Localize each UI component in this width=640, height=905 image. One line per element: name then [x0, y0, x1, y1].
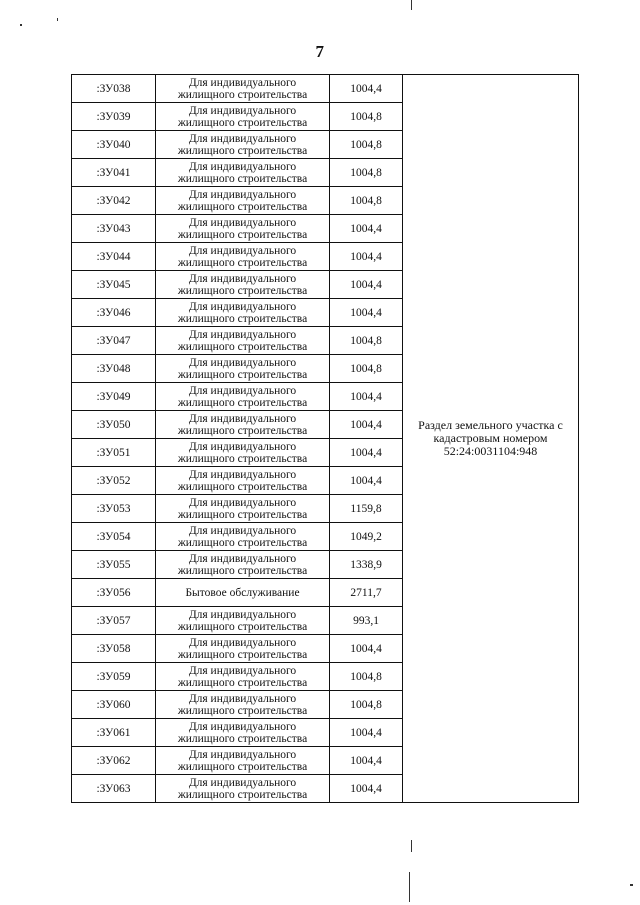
permitted-use-line: Для индивидуального [188, 496, 297, 509]
page-number: 7 [315, 42, 325, 61]
scan-tick [411, 840, 412, 852]
permitted-use-line: жилищного строительства [177, 452, 308, 465]
permitted-use-line: жилищного строительства [177, 424, 308, 437]
permitted-use-line: Для индивидуального [188, 244, 297, 257]
area-cell: 1004,8 [330, 663, 403, 691]
permitted-use-cell [156, 75, 330, 103]
permitted-use-line: жилищного строительства [177, 480, 308, 493]
permitted-use-line: жилищного строительства [177, 340, 308, 353]
permitted-use-cell [156, 327, 330, 355]
area-cell: 1159,8 [330, 495, 403, 523]
permitted-use-cell [156, 579, 330, 607]
permitted-use-line: Бытовое обслуживание [185, 586, 300, 599]
formation-method-line: Раздел земельного участка с [418, 418, 563, 432]
parcel-number-cell: :ЗУ045 [72, 271, 156, 299]
parcels-table-body [72, 75, 579, 803]
permitted-use-line: Для индивидуального [188, 776, 297, 789]
permitted-use-cell [156, 383, 330, 411]
permitted-use-line: Для индивидуального [188, 356, 297, 369]
permitted-use-line: жилищного строительства [177, 256, 308, 269]
area-cell: 1004,4 [330, 243, 403, 271]
area-cell: 1004,4 [330, 439, 403, 467]
permitted-use-line: Для индивидуального [188, 692, 297, 705]
scan-tick [409, 872, 410, 902]
parcels-table [71, 74, 579, 803]
permitted-use-line: Для индивидуального [188, 272, 297, 285]
parcel-number-cell: :ЗУ058 [72, 635, 156, 663]
permitted-use-line: жилищного строительства [177, 312, 308, 325]
formation-method-line: 52:24:0031104:948 [443, 444, 538, 458]
area-cell: 1004,4 [330, 299, 403, 327]
area-cell: 1004,4 [330, 411, 403, 439]
permitted-use-cell [156, 691, 330, 719]
parcel-number-cell: :ЗУ041 [72, 159, 156, 187]
permitted-use-cell [156, 523, 330, 551]
formation-method-cell [403, 75, 579, 803]
area-cell: 1049,2 [330, 523, 403, 551]
parcel-number-cell: :ЗУ050 [72, 411, 156, 439]
permitted-use-line: Для индивидуального [188, 468, 297, 481]
area-cell: 1004,4 [330, 775, 403, 803]
scan-speck [57, 18, 58, 21]
parcel-number-cell: :ЗУ055 [72, 551, 156, 579]
permitted-use-line: жилищного строительства [177, 228, 308, 241]
parcel-number-cell: :ЗУ039 [72, 103, 156, 131]
permitted-use-cell [156, 159, 330, 187]
permitted-use-line: жилищного строительства [177, 536, 308, 549]
permitted-use-cell [156, 411, 330, 439]
parcel-number-cell: :ЗУ048 [72, 355, 156, 383]
permitted-use-line: Для индивидуального [188, 748, 297, 761]
permitted-use-line: жилищного строительства [177, 788, 308, 801]
permitted-use-cell [156, 635, 330, 663]
permitted-use-line: жилищного строительства [177, 508, 308, 521]
permitted-use-cell [156, 215, 330, 243]
area-cell: 1004,4 [330, 383, 403, 411]
area-cell: 1004,4 [330, 719, 403, 747]
permitted-use-cell [156, 607, 330, 635]
area-cell: 1004,8 [330, 103, 403, 131]
permitted-use-line: Для индивидуального [188, 216, 297, 229]
parcel-number-cell: :ЗУ047 [72, 327, 156, 355]
permitted-use-line: жилищного строительства [177, 88, 308, 101]
area-cell: 1004,8 [330, 327, 403, 355]
permitted-use-line: жилищного строительства [177, 676, 308, 689]
area-cell: 1004,4 [330, 75, 403, 103]
permitted-use-line: жилищного строительства [177, 172, 308, 185]
permitted-use-cell [156, 355, 330, 383]
permitted-use-line: Для индивидуального [188, 104, 297, 117]
permitted-use-cell [156, 495, 330, 523]
permitted-use-line: жилищного строительства [177, 116, 308, 129]
permitted-use-line: Для индивидуального [188, 440, 297, 453]
area-cell: 1004,8 [330, 187, 403, 215]
permitted-use-line: Для индивидуального [188, 636, 297, 649]
area-cell: 1338,9 [330, 551, 403, 579]
permitted-use-line: Для индивидуального [188, 664, 297, 677]
permitted-use-cell [156, 271, 330, 299]
area-cell: 1004,4 [330, 747, 403, 775]
permitted-use-line: жилищного строительства [177, 620, 308, 633]
area-cell: 1004,4 [330, 635, 403, 663]
parcel-number-cell: :ЗУ038 [72, 75, 156, 103]
scan-speck [630, 884, 633, 886]
parcel-number-cell: :ЗУ053 [72, 495, 156, 523]
scan-speck [20, 24, 22, 26]
permitted-use-line: жилищного строительства [177, 200, 308, 213]
permitted-use-line: Для индивидуального [188, 188, 297, 201]
permitted-use-line: жилищного строительства [177, 564, 308, 577]
parcel-number-cell: :ЗУ057 [72, 607, 156, 635]
area-cell: 1004,8 [330, 691, 403, 719]
permitted-use-cell [156, 551, 330, 579]
permitted-use-cell [156, 663, 330, 691]
parcel-number-cell: :ЗУ040 [72, 131, 156, 159]
permitted-use-cell [156, 103, 330, 131]
parcel-number-cell: :ЗУ049 [72, 383, 156, 411]
area-cell: 1004,8 [330, 159, 403, 187]
permitted-use-cell [156, 187, 330, 215]
permitted-use-line: жилищного строительства [177, 144, 308, 157]
parcel-number-cell: :ЗУ044 [72, 243, 156, 271]
parcel-number-cell: :ЗУ063 [72, 775, 156, 803]
permitted-use-cell [156, 775, 330, 803]
permitted-use-cell [156, 131, 330, 159]
parcel-number-cell: :ЗУ046 [72, 299, 156, 327]
parcel-number-cell: :ЗУ060 [72, 691, 156, 719]
area-cell: 1004,4 [330, 467, 403, 495]
permitted-use-cell [156, 299, 330, 327]
parcel-number-cell: :ЗУ052 [72, 467, 156, 495]
parcel-number-cell: :ЗУ043 [72, 215, 156, 243]
permitted-use-line: Для индивидуального [188, 76, 297, 89]
permitted-use-line: Для индивидуального [188, 132, 297, 145]
permitted-use-line: жилищного строительства [177, 732, 308, 745]
permitted-use-line: жилищного строительства [177, 368, 308, 381]
permitted-use-line: жилищного строительства [177, 648, 308, 661]
parcel-number-cell: :ЗУ042 [72, 187, 156, 215]
scan-tick [411, 0, 412, 10]
permitted-use-line: Для индивидуального [188, 160, 297, 173]
permitted-use-line: Для индивидуального [188, 720, 297, 733]
area-cell: 1004,8 [330, 131, 403, 159]
permitted-use-line: Для индивидуального [188, 524, 297, 537]
permitted-use-line: Для индивидуального [188, 552, 297, 565]
area-cell: 1004,8 [330, 355, 403, 383]
parcel-number-cell: :ЗУ054 [72, 523, 156, 551]
area-cell: 1004,4 [330, 271, 403, 299]
permitted-use-line: Для индивидуального [188, 328, 297, 341]
permitted-use-line: жилищного строительства [177, 284, 308, 297]
permitted-use-cell [156, 467, 330, 495]
parcel-number-cell: :ЗУ062 [72, 747, 156, 775]
parcel-number-cell: :ЗУ061 [72, 719, 156, 747]
parcel-number-cell: :ЗУ051 [72, 439, 156, 467]
permitted-use-line: жилищного строительства [177, 704, 308, 717]
permitted-use-line: Для индивидуального [188, 608, 297, 621]
area-cell: 993,1 [330, 607, 403, 635]
permitted-use-line: жилищного строительства [177, 760, 308, 773]
permitted-use-cell [156, 439, 330, 467]
parcel-number-cell: :ЗУ056 [72, 579, 156, 607]
permitted-use-cell [156, 747, 330, 775]
parcel-number-cell: :ЗУ059 [72, 663, 156, 691]
permitted-use-line: Для индивидуального [188, 412, 297, 425]
permitted-use-cell [156, 719, 330, 747]
permitted-use-line: жилищного строительства [177, 396, 308, 409]
permitted-use-cell [156, 243, 330, 271]
permitted-use-line: Для индивидуального [188, 384, 297, 397]
area-cell: 2711,7 [330, 579, 403, 607]
formation-method-line: кадастровым номером [433, 431, 548, 445]
table-row [72, 75, 579, 103]
permitted-use-line: Для индивидуального [188, 300, 297, 313]
area-cell: 1004,4 [330, 215, 403, 243]
